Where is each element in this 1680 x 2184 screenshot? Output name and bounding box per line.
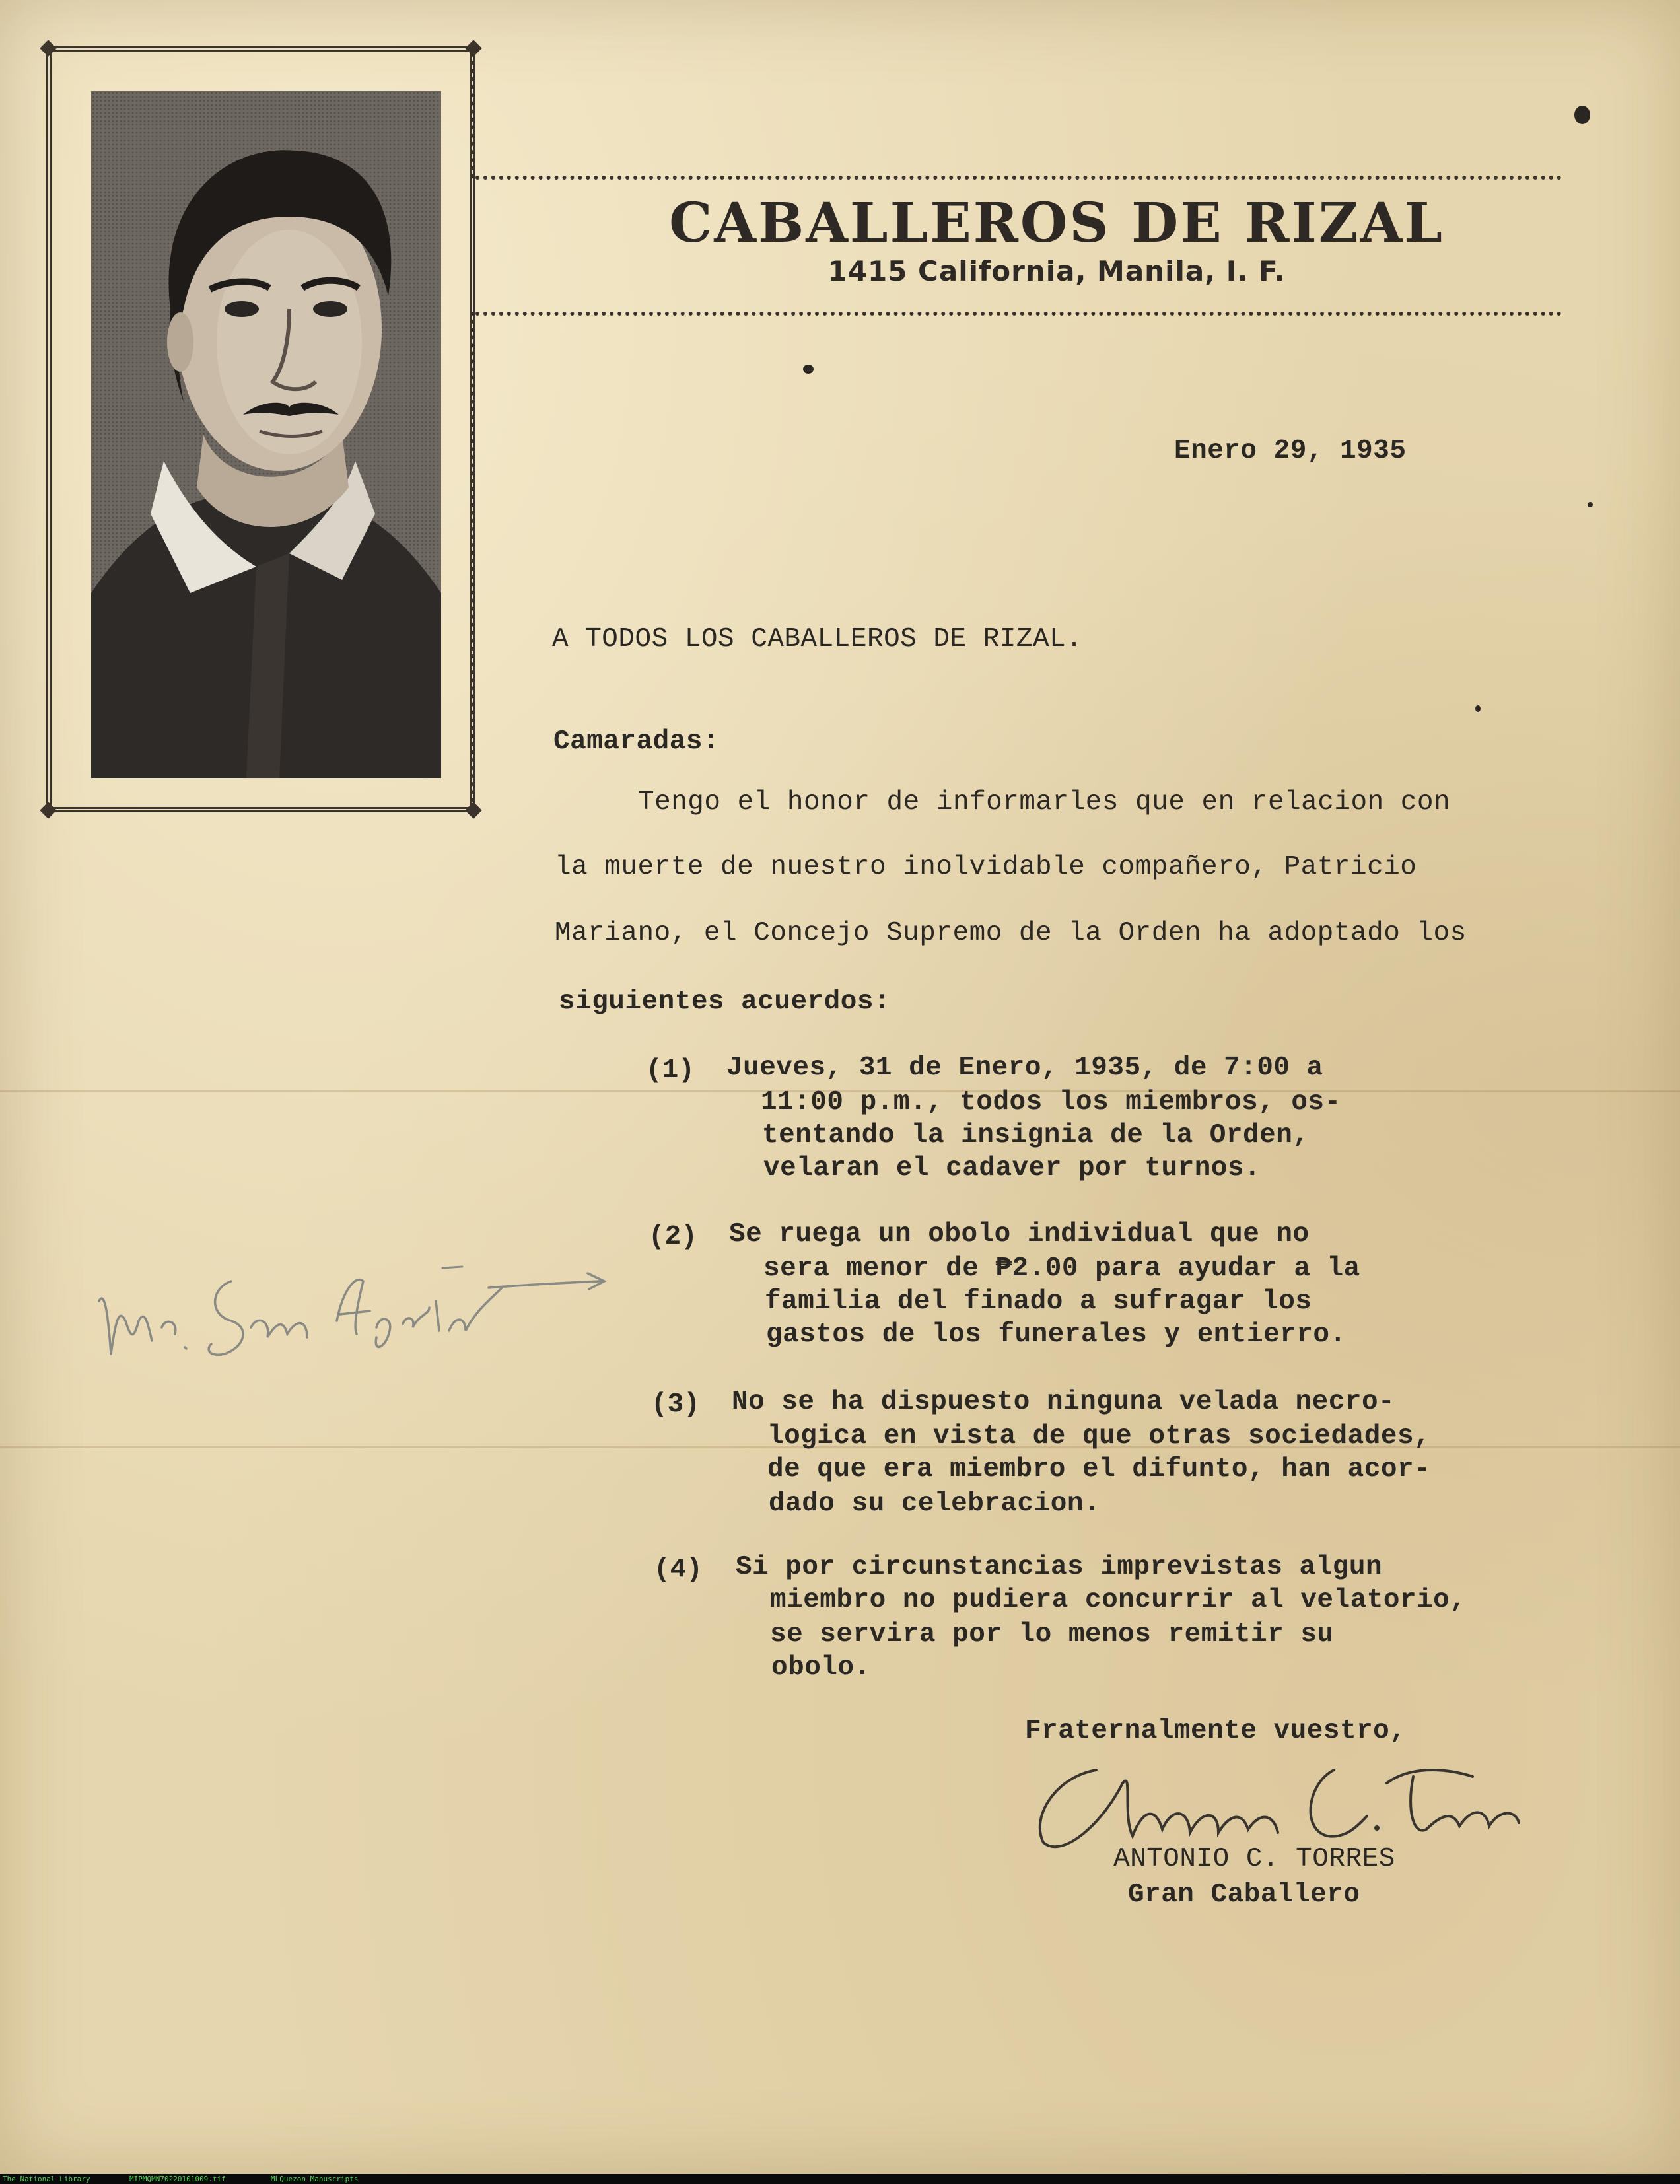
org-address: 1415 California, Manila, I. F.	[827, 255, 1286, 287]
item-number: (4)	[654, 1555, 703, 1585]
letter-date: Enero 29, 1935	[1174, 436, 1407, 466]
org-name: CABALLEROS DE RIZAL	[669, 192, 1444, 255]
item-number: (3)	[651, 1390, 700, 1420]
item-line: tentando la insignia de la Orden,	[762, 1120, 1310, 1150]
item-line: Jueves, 31 de Enero, 1935, de 7:00 a	[726, 1053, 1323, 1083]
letterhead-rule-top	[475, 176, 1562, 180]
item-line: Si por circunstancias imprevistas algun	[736, 1552, 1383, 1582]
item-number: (2)	[648, 1222, 697, 1252]
letter-salutation: Camaradas:	[553, 726, 720, 757]
letterhead-rule-vertical	[470, 312, 474, 810]
signer-name: ANTONIO C. TORRES	[1113, 1844, 1395, 1874]
item-line: se servira por lo menos remitir su	[770, 1619, 1334, 1650]
letter-closing: Fraternalmente vuestro,	[1025, 1716, 1407, 1746]
handwritten-note	[79, 1222, 621, 1374]
item-line: 11:00 p.m., todos los miembros, os-	[761, 1087, 1341, 1117]
frame-corner-ornament	[40, 802, 56, 818]
paper-fold	[0, 1446, 1680, 1448]
signature	[1017, 1744, 1532, 1862]
ink-speck	[1574, 106, 1590, 124]
item-line: No se ha dispuesto ninguna velada necro-	[732, 1387, 1395, 1417]
intro-line: Tengo el honor de informarles que en relacion con	[638, 787, 1451, 818]
item-number: (1)	[646, 1055, 695, 1086]
frame-corner-ornament	[465, 40, 481, 56]
portrait-frame	[46, 46, 475, 812]
portrait-illustration	[91, 91, 441, 778]
frame-corner-ornament	[40, 40, 56, 56]
signature-scribble	[1017, 1744, 1532, 1862]
ink-speck	[1588, 502, 1593, 507]
item-line: velaran el cadaver por turnos.	[763, 1153, 1261, 1183]
item-line: de que era miembro el difunto, han acor-	[767, 1454, 1431, 1485]
item-line: Se ruega un obolo individual que no	[729, 1219, 1310, 1250]
paper-fold	[0, 1090, 1680, 1092]
item-line: familia del finado a sufragar los	[765, 1286, 1312, 1317]
item-line: dado su celebracion.	[769, 1489, 1101, 1519]
letter-addressee: A TODOS LOS CABALLEROS DE RIZAL.	[552, 624, 1083, 654]
signer-title: Gran Caballero	[1128, 1880, 1360, 1910]
scan-footer-bar	[0, 2174, 1680, 2184]
item-line: obolo.	[771, 1652, 871, 1683]
intro-line: siguientes acuerdos:	[559, 987, 891, 1017]
portrait-image	[91, 91, 441, 778]
ink-speck	[803, 365, 814, 374]
footer-library: The National Library	[3, 2175, 90, 2183]
footer-collection: MLQuezon Manuscripts	[271, 2175, 359, 2183]
intro-line: la muerte de nuestro inolvidable compañero, Patricio	[555, 852, 1417, 882]
item-line: logica en vista de que otras sociedades,	[767, 1421, 1431, 1452]
intro-line: Mariano, el Concejo Supremo de la Orden ha adoptado los	[555, 918, 1467, 948]
footer-filename: MIPMQMN70220101009.tif	[129, 2175, 226, 2183]
item-line: sera menor de ₱2.00 para ayudar a la	[763, 1253, 1360, 1284]
ink-speck	[1475, 705, 1481, 712]
item-line: miembro no pudiera concurrir al velatorio,	[770, 1585, 1467, 1615]
frame-corner-ornament	[465, 802, 481, 818]
handwritten-note-scribble	[79, 1222, 621, 1374]
item-line: gastos de los funerales y entierro.	[766, 1320, 1347, 1350]
letterhead-rule-bottom	[475, 312, 1562, 316]
letterhead-rule-vertical	[470, 53, 474, 178]
